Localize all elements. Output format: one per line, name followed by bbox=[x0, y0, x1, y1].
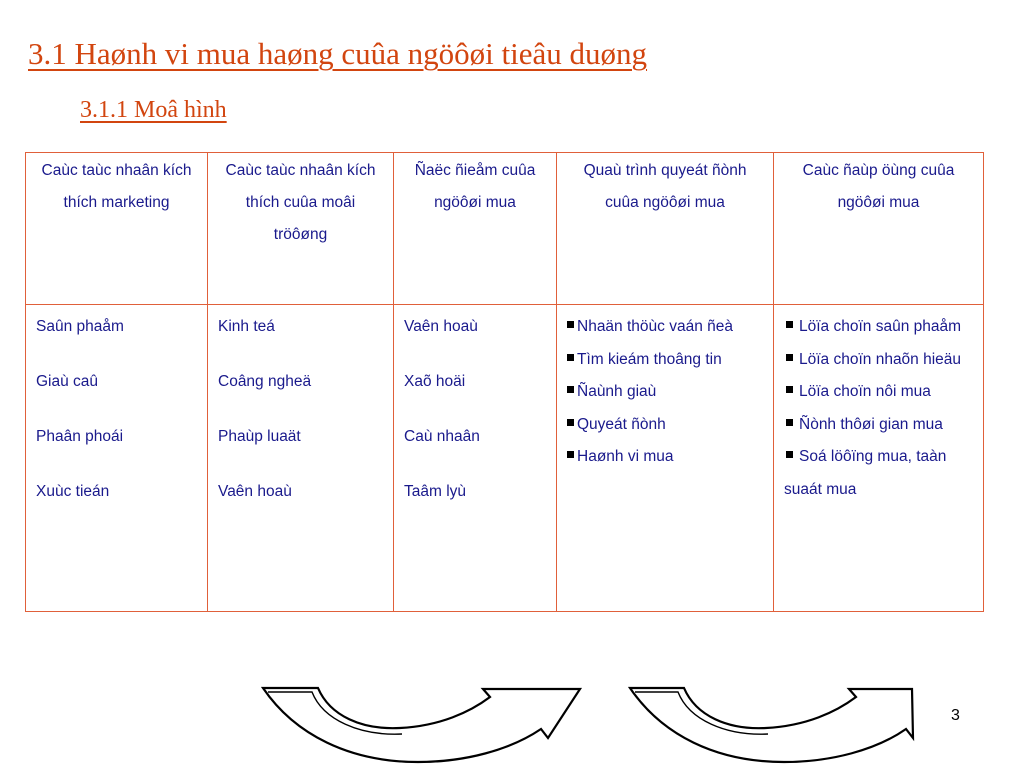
header-cell: Caùc taùc nhaân kích thích marketing bbox=[26, 153, 208, 305]
list-item: Haønh vi mua bbox=[567, 441, 763, 474]
list-item: Taâm lyù bbox=[404, 483, 467, 500]
slide-title: 3.1 Haønh vi mua haøng cuûa ngöôøi tieâu duøng bbox=[28, 36, 648, 71]
list-item: Löïa choïn nhaõn hieäu bbox=[784, 344, 973, 377]
header-cell: Caùc ñaùp öùng cuûa ngöôøi mua bbox=[774, 153, 984, 305]
list-item: Giaù caû bbox=[36, 373, 99, 390]
list-item: Xaõ hoäi bbox=[404, 373, 466, 390]
page-number: 3 bbox=[951, 707, 960, 724]
list-item: Caù nhaân bbox=[404, 428, 480, 445]
header-cell: Ñaëc ñieåm cuûa ngöôøi mua bbox=[394, 153, 557, 305]
list-item: Quyeát ñònh bbox=[567, 409, 763, 442]
header-cell: Quaù trình quyeát ñònh cuûa ngöôøi mua bbox=[557, 153, 774, 305]
list-item: Soá löôïng mua, taàn suaát mua bbox=[784, 448, 947, 498]
list-item: Nhaän thöùc vaán ñeà bbox=[567, 311, 763, 344]
list-item: Vaên hoaù bbox=[218, 483, 292, 500]
list-item: Ñònh thôøi gian mua bbox=[784, 409, 973, 442]
list-item: Löïa choïn saûn phaåm bbox=[784, 311, 973, 344]
list-item: Phaùp luaät bbox=[218, 428, 301, 445]
list-item: Kinh teá bbox=[218, 318, 275, 335]
list-item: Saûn phaåm bbox=[36, 318, 124, 335]
curved-arrow-icon bbox=[263, 688, 580, 762]
list-item: Phaân phoái bbox=[36, 428, 124, 445]
list-item: Coâng ngheä bbox=[218, 373, 312, 390]
list-item: Xuùc tieán bbox=[36, 483, 110, 500]
curved-arrow-icon bbox=[630, 688, 913, 762]
list-item: Löïa choïn nôi mua bbox=[784, 376, 973, 409]
header-cell: Caùc taùc nhaân kích thích cuûa moâi tröôøng bbox=[208, 153, 394, 305]
list-item: Tìm kieám thoâng tin bbox=[567, 344, 763, 377]
list-item: Ñaùnh giaù bbox=[567, 376, 763, 409]
list-item: Vaên hoaù bbox=[404, 318, 478, 335]
slide-subtitle: 3.1.1 Moâ hình bbox=[80, 97, 227, 123]
